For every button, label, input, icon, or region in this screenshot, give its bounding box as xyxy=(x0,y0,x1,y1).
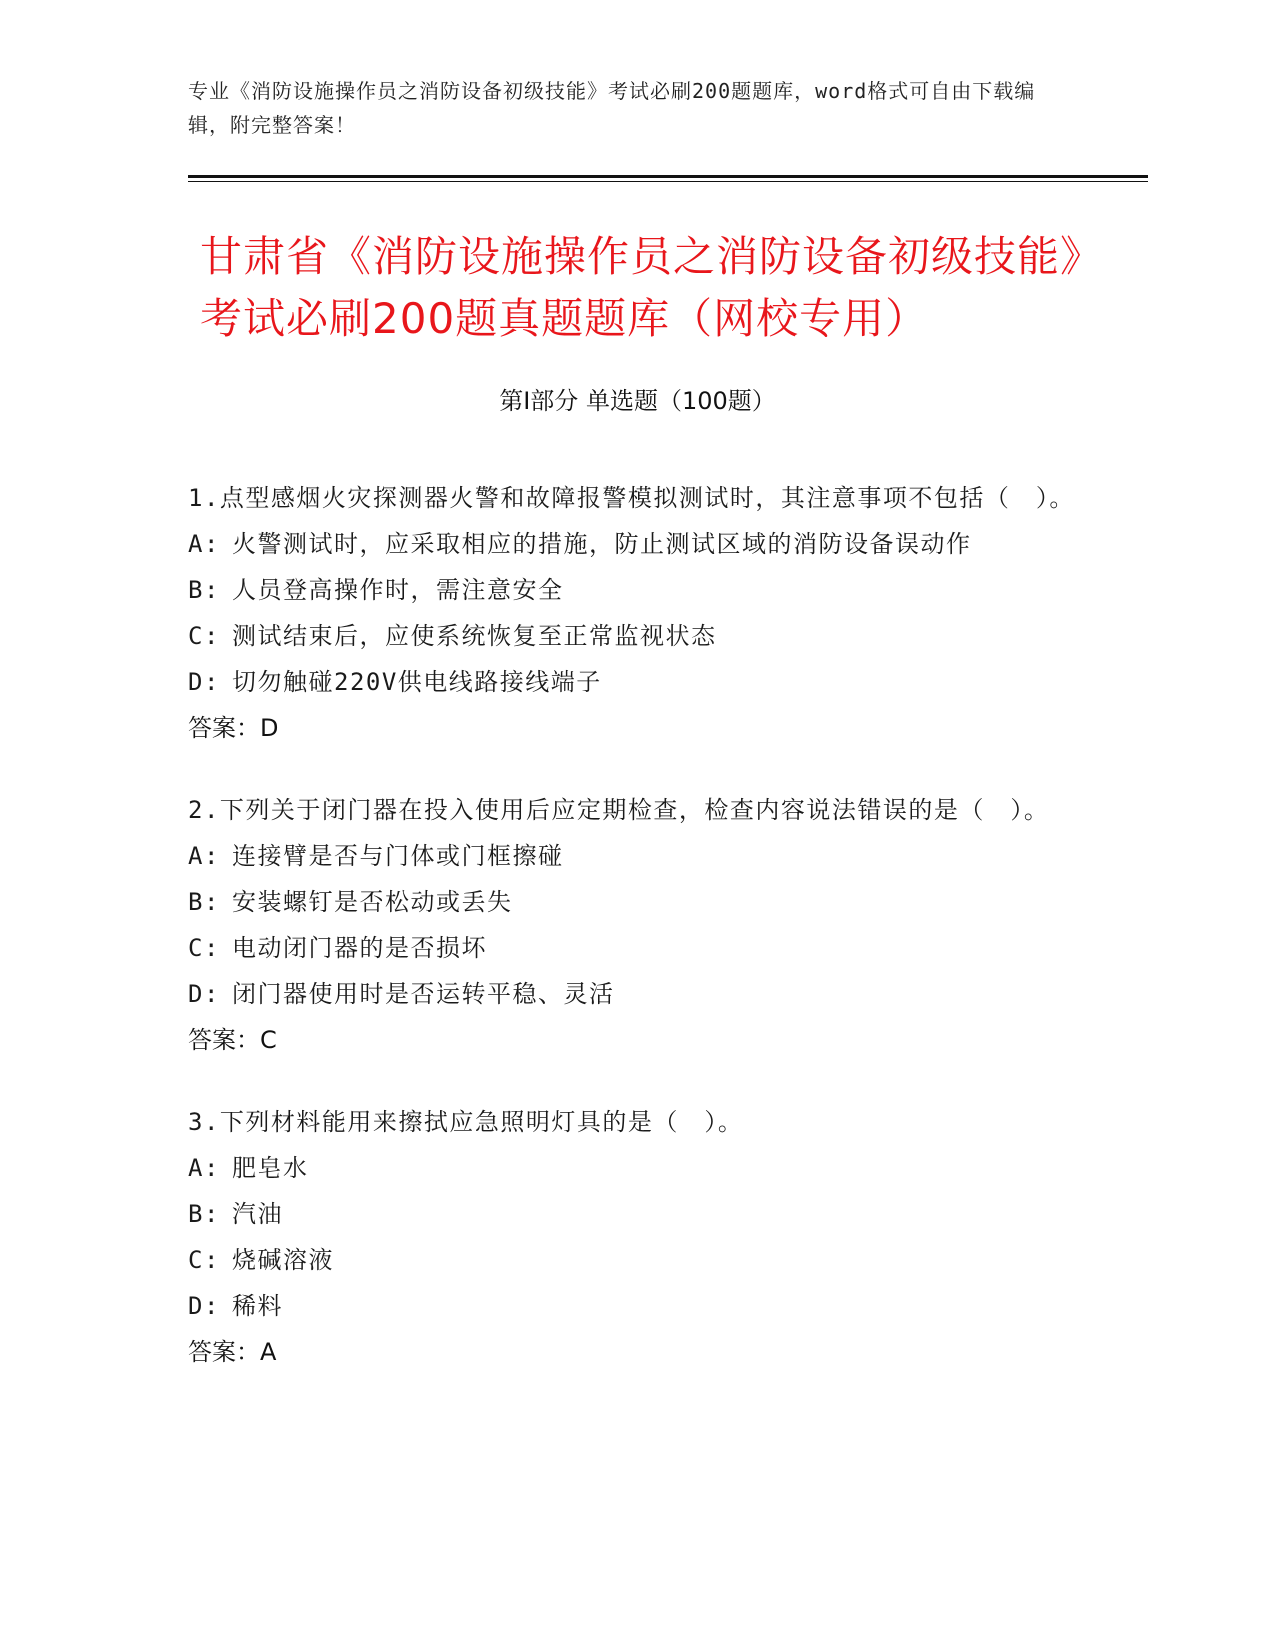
option-letter: A: xyxy=(188,842,220,870)
option-d xyxy=(188,971,1088,1017)
question-item xyxy=(188,475,1088,751)
option-c xyxy=(188,925,1088,971)
question-list xyxy=(188,475,1088,1411)
question-item xyxy=(188,787,1088,1063)
option-text: 电动闭门器的是否损坏 xyxy=(232,934,487,962)
option-letter: D: xyxy=(188,980,220,1008)
answer-line: 答案：A xyxy=(188,1338,277,1366)
header-note: 专业《消防设施操作员之消防设备初级技能》考试必刷200题题库，word格式可自由下载编辑，附完整答案！ xyxy=(188,79,1036,137)
option-b xyxy=(188,567,1088,613)
option-letter: B: xyxy=(188,888,220,916)
option-b xyxy=(188,1191,1088,1237)
option-a xyxy=(188,1145,1088,1191)
question-stem: 3.下列材料能用来擦拭应急照明灯具的是（ ）。 xyxy=(188,1108,744,1136)
option-letter: A: xyxy=(188,1154,220,1182)
option-c xyxy=(188,613,1088,659)
header-divider-thick xyxy=(188,175,1148,178)
option-text: 人员登高操作时，需注意安全 xyxy=(232,576,564,604)
option-a xyxy=(188,521,1088,567)
question-stem: 2.下列关于闭门器在投入使用后应定期检查，检查内容说法错误的是（ ）。 xyxy=(188,796,1050,824)
option-c xyxy=(188,1237,1088,1283)
document-title: 甘肃省《消防设施操作员之消防设备初级技能》考试必刷200题真题题库（网校专用） xyxy=(200,232,1083,343)
option-text: 安装螺钉是否松动或丢失 xyxy=(232,888,513,916)
option-b xyxy=(188,879,1088,925)
option-text: 闭门器使用时是否运转平稳、灵活 xyxy=(232,980,615,1008)
option-text: 稀料 xyxy=(232,1292,283,1320)
question-stem: 1.点型感烟火灾探测器火警和故障报警模拟测试时，其注意事项不包括（ ）。 xyxy=(188,484,1075,512)
answer-line: 答案：C xyxy=(188,1026,277,1054)
question-item xyxy=(188,1099,1088,1375)
answer-line: 答案：D xyxy=(188,714,279,742)
option-text: 烧碱溶液 xyxy=(232,1246,334,1274)
option-d xyxy=(188,1283,1088,1329)
option-text: 测试结束后，应使系统恢复至正常监视状态 xyxy=(232,622,717,650)
section-heading: 第I部分 单选题（100题） xyxy=(499,387,776,415)
option-text: 连接臂是否与门体或门框擦碰 xyxy=(232,842,564,870)
option-text: 切勿触碰220V供电线路接线端子 xyxy=(232,668,602,696)
option-d xyxy=(188,659,1088,705)
option-letter: C: xyxy=(188,1246,220,1274)
option-letter: C: xyxy=(188,934,220,962)
option-letter: C: xyxy=(188,622,220,650)
option-text: 肥皂水 xyxy=(232,1154,309,1182)
option-text: 汽油 xyxy=(232,1200,283,1228)
option-letter: D: xyxy=(188,668,220,696)
option-text: 火警测试时，应采取相应的措施，防止测试区域的消防设备误动作 xyxy=(232,530,972,558)
option-letter: B: xyxy=(188,576,220,604)
option-letter: B: xyxy=(188,1200,220,1228)
option-a xyxy=(188,833,1088,879)
option-letter: D: xyxy=(188,1292,220,1320)
header-divider-thin xyxy=(188,181,1148,182)
option-letter: A: xyxy=(188,530,220,558)
